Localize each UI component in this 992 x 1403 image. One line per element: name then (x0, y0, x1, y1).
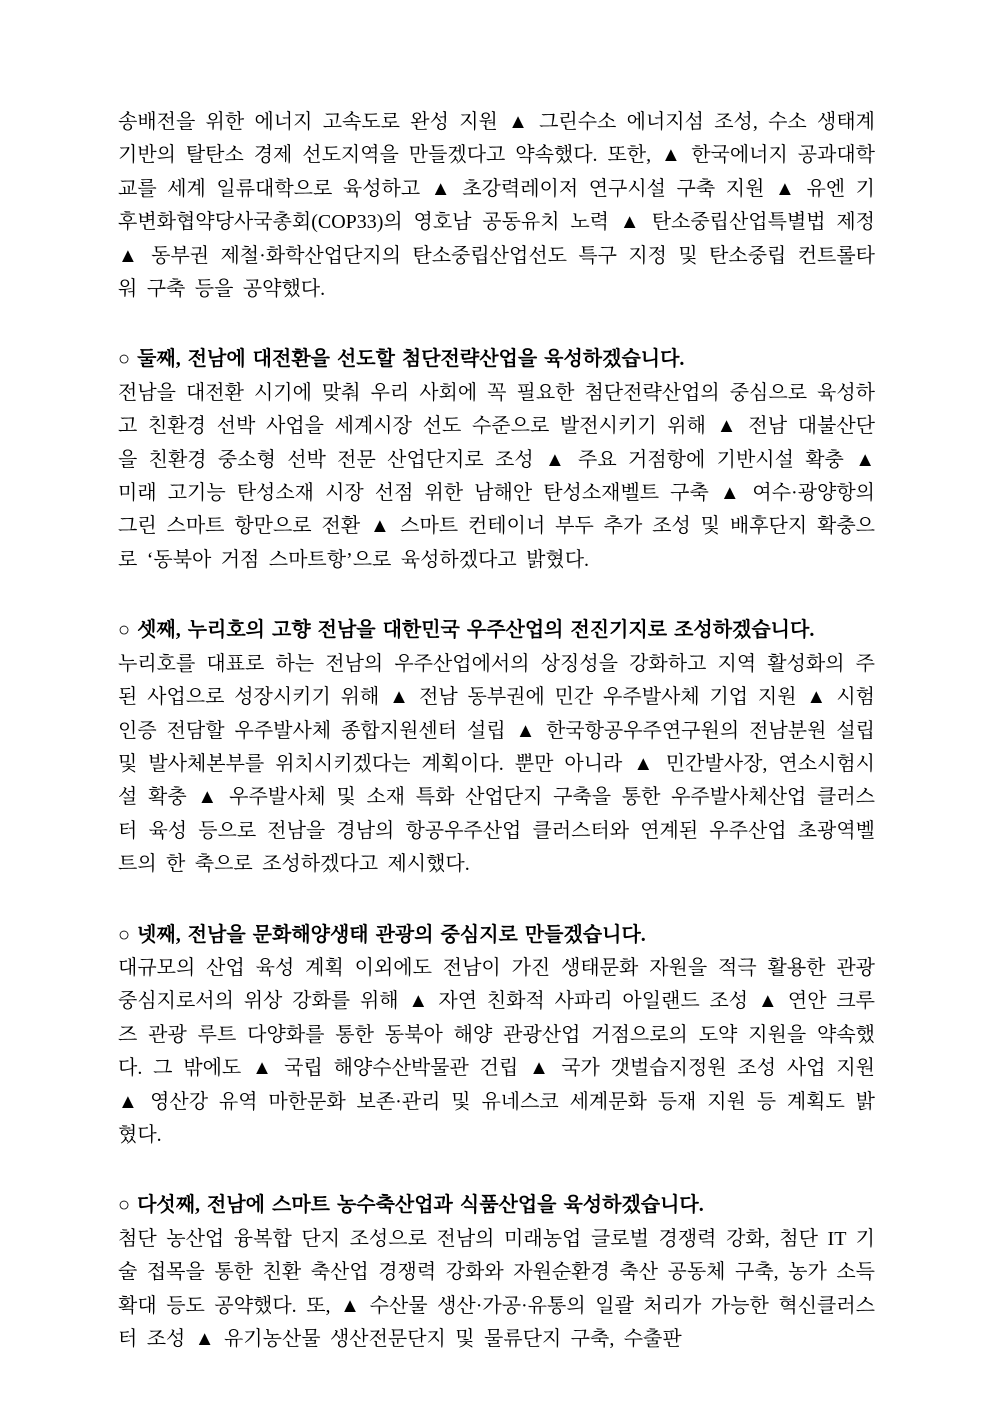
section-fourth (118, 919, 875, 1153)
section-third (118, 614, 875, 881)
section-third-body: 누리호를 대표로 하는 전남의 우주산업에서의 상징성을 강화하고 지역 활성화의 주된 사업으로 성장시키기 위해 ▲ 전남 동부권에 민간 우주발사체 기업 지원 ▲ 시험인증 전담할 우주발사체 종합지원센터 설립 ▲ 한국항공우주연구원의 전남분원 설립 및 발사체본부를 위치시키겠다는 계획이다. 뿐만 아니라 ▲ 민간발사장, 연소시험시설 확충 ▲ 우주발사체 및 소재 특화 산업단지 구축을 통한 우주발사체산업 클러스터 육성 등으로 전남을 경남의 항공우주산업 클러스터와 연계된 우주산업 초광역벨트의 한 축으로 조성하겠다고 제시했다. (118, 652, 875, 876)
section-fourth-heading: ○ 넷째, 전남을 문화해양생태 관광의 중심지로 만들겠습니다. (118, 923, 646, 946)
section-third-heading: ○ 셋째, 누리호의 고향 전남을 대한민국 우주산업의 전진기지로 조성하겠습니다. (118, 619, 815, 642)
paragraph-continuation: 송배전을 위한 에너지 고속도로 완성 지원 ▲ 그린수소 에너지섬 조성, 수소 생태계 기반의 탈탄소 경제 선도지역을 만들겠다고 약속했다. 또한, ▲ 한국에너지 공과대학교를 세계 일류대학으로 육성하고 ▲ 초강력레이저 연구시설 구축 지원 ▲ 유엔 기후변화협약당사국총회(COP33)의 영호남 공동유치 노력 ▲ 탄소중립산업특별법 제정 ▲ 동부권 제철·화학산업단지의 탄소중립산업선도 특구 지정 및 탄소중립 컨트롤타워 구축 등을 공약했다. (118, 111, 875, 301)
section-fourth-body: 대규모의 산업 육성 계획 이외에도 전남이 가진 생태문화 자원을 적극 활용한 관광 중심지로서의 위상 강화를 위해 ▲ 자연 친화적 사파리 아일랜드 조성 ▲ 연안 크루즈 관광 루트 다양화를 통한 동북아 해양 관광산업 거점으로의 도약 지원을 약속했다. 그 밖에도 ▲ 국립 해양수산박물관 건립 ▲ 국가 갯벌습지정원 조성 사업 지원 ▲ 영산강 유역 마한문화 보존·관리 및 유네스코 세계문화 등재 지원 등 계획도 밝혔다. (118, 956, 875, 1146)
section-second-body: 전남을 대전환 시기에 맞춰 우리 사회에 꼭 필요한 첨단전략산업의 중심으로 육성하고 친환경 선박 사업을 세계시장 선도 수준으로 발전시키기 위해 ▲ 전남 대불산단을 친환경 중소형 선박 전문 산업단지로 조성 ▲ 주요 거점항에 기반시설 확충 ▲ 미래 고기능 탄성소재 시장 선점 위한 남해안 탄성소재벨트 구축 ▲ 여수·광양항의 그린 스마트 항만으로 전환 ▲ 스마트 컨테이너 부두 추가 조성 및 배후단지 확충으로 ‘동북아 거점 스마트항’으로 육성하겠다고 밝혔다. (118, 381, 875, 571)
section-fifth-heading: ○ 다섯째, 전남에 스마트 농수축산업과 식품산업을 육성하겠습니다. (118, 1194, 704, 1217)
section-fifth (118, 1189, 875, 1356)
section-fifth-body: 첨단 농산업 융복합 단지 조성으로 전남의 미래농업 글로벌 경쟁력 강화, 첨단 IT 기술 접목을 통한 친환 축산업 경쟁력 강화와 자원순환경 축산 공동체 구축, 농가 소득 확대 등도 공약했다. 또, ▲ 수산물 생산·가공·유통의 일괄 처리가 가능한 혁신클러스터 조성 ▲ 유기농산물 생산전문단지 및 물류단지 구축, 수출판 (118, 1227, 875, 1350)
section-second-heading: ○ 둘째, 전남에 대전환을 선도할 첨단전략산업을 육성하겠습니다. (118, 348, 685, 371)
section-second (118, 343, 875, 577)
